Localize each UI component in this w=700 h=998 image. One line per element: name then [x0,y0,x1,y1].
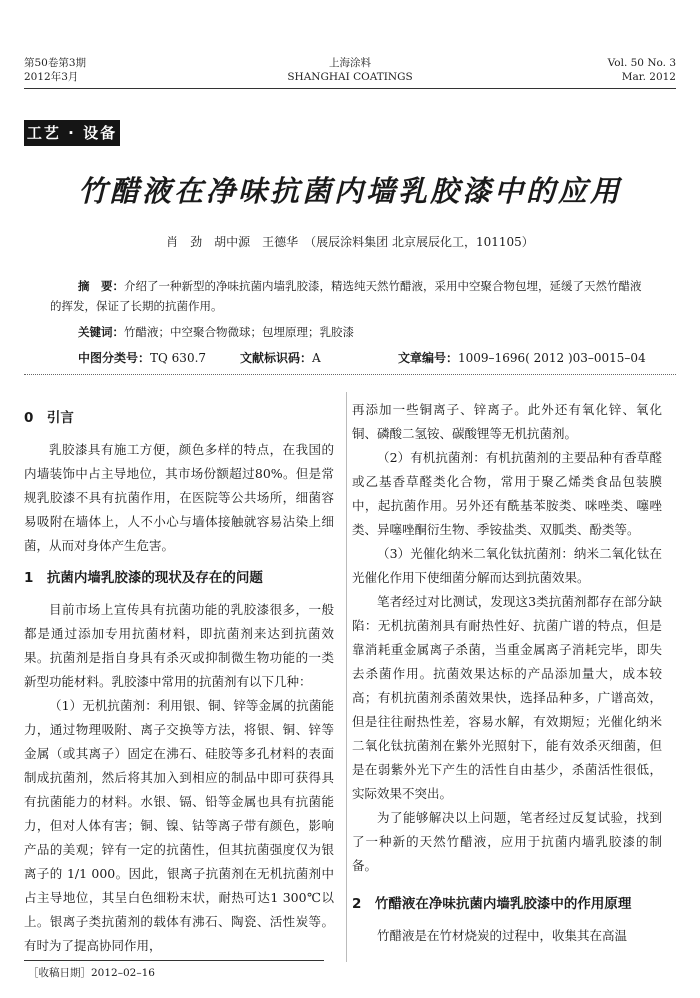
article-number-label: 文章编号： [398,351,459,365]
paragraph: （3）光催化纳米二氧化钛抗菌剂：纳米二氧化钛在光催化作用下使细菌分解而达到抗菌效果。 [352,546,662,585]
issue-date: 2012年3月 [24,71,79,83]
header-rule [24,88,676,89]
doc-code-value: A [312,351,321,365]
abstract-divider [24,374,676,375]
authors-affiliation: 肖 劲 胡中源 王德华 （展辰涂料集团 北京展辰化工，101105） [166,235,534,249]
article-number [398,350,646,366]
header-right [476,56,676,84]
journal-name-en: SHANGHAI COATINGS [287,71,413,83]
volume-issue-en: Vol. 50 No. 3 [607,57,676,69]
column-divider [346,392,347,962]
paragraph: （1）无机抗菌剂：利用银、铜、锌等金属的抗菌能力，通过物理吸附、离子交换等方法，将银、铜、锌等金属（或其离子）固定在沸石、硅胶等多孔材料的表面制成抗菌剂，然后将其加入到相应的制品中即可获得具有抗菌能力的材料。水银、镉、铅等金属也具有抗菌能力，但对人体有害；铜、镍、钴等离子带有颜色，影响产品的美观；锌有一定的抗菌性，但其抗菌强度仅为银离子的 1/1 000。因此，银离子抗菌剂在无机抗菌剂中占主导地位，其呈白色细粉末状，耐热可达1 300℃以上。银离子类抗菌剂的载体有沸石、陶瓷、活性炭等。有时为了提高协同作用， [24,698,334,953]
doc-code [240,350,321,366]
paragraph: 为了能够解决以上问题，笔者经过反复试验，找到了一种新的天然竹醋液，应用于抗菌内墙乳胶漆的制备。 [352,810,662,873]
clc-number [78,350,206,366]
issue-date-en: Mar. 2012 [621,71,676,83]
keywords-label: 关键词： [78,325,124,339]
header-journal [200,56,500,84]
journal-name-cn: 上海涂料 [329,57,371,69]
paragraph: （2）有机抗菌剂：有机抗菌剂的主要品种有香草醛或乙基香草醛类化合物，常用于聚乙烯类食品包装膜中，起抗菌作用。另外还有酰基苯胺类、咪唑类、噻唑类、异噻唑酮衍生物、季铵盐类、双胍类、酚类等。 [352,450,662,537]
article-title: 竹醋液在净味抗菌内墙乳胶漆中的应用 [77,174,622,208]
heading-section-2: 2 竹醋液在净味抗菌内墙乳胶漆中的作用原理 [352,896,632,912]
header-left [24,56,86,84]
footnote-rule [24,960,324,961]
heading-intro: 0 引言 [24,410,74,426]
paragraph: 竹醋液是在竹材烧炭的过程中，收集其在高温 [377,928,628,943]
doc-code-label: 文献标识码： [240,351,313,365]
left-column [24,398,334,958]
volume-issue: 第50卷第3期 [24,57,87,69]
right-column [352,398,662,948]
clc-value: TQ 630.7 [150,351,207,365]
clc-label: 中图分类号： [78,351,151,365]
abstract-label: 摘 要： [78,279,124,293]
paragraph: 笔者经过对比测试，发现这3类抗菌剂都存在部分缺陷：无机抗菌剂具有耐热性好、抗菌广谱的特点，但是靠消耗重金属离子杀菌，当重金属离子消耗完毕，即失去杀菌作用。抗菌效果达标的产品添加量大，成本较高；有机抗菌剂杀菌效果快，选择品种多，广谱高效，但是往往耐热性差，容易水解，有效期短；光催化纳米二氧化钛抗菌剂在紫外光照射下，能有效杀灭细菌，但是在弱紫外光下产生的活性自由基少，杀菌活性很低，实际效果不突出。 [352,594,662,801]
section-tag: 工艺 · 设备 [24,120,120,146]
abstract [50,276,650,316]
paragraph: 目前市场上宣传具有抗菌功能的乳胶漆很多，一般都是通过添加专用抗菌材料，即抗菌剂来达到抗菌效果。抗菌剂是指自身具有杀灭或抑制微生物功能的一类新型功能材料。乳胶漆中常用的抗菌剂有以下几种： [24,602,334,689]
keywords [78,322,658,342]
paragraph: 乳胶漆具有施工方便，颜色多样的特点，在我国的内墙装饰中占主导地位，其市场份额超过80%。但是常规乳胶漆不具有抗菌作用，在医院等公共场所，细菌容易吸附在墙体上，人不小心与墙体接触就容易沾染上细菌，从而对身体产生危害。 [24,442,334,553]
paragraph: 再添加一些铜离子、锌离子。此外还有氧化锌、氧化铜、磷酸二氢铵、碳酸锂等无机抗菌剂。 [352,402,662,441]
article-number-value: 1009–1696( 2012 )03–0015–04 [458,351,646,365]
heading-section-1: 1 抗菌内墙乳胶漆的现状及存在的问题 [24,570,263,586]
received-date: ［收稿日期］2012–02–16 [28,967,155,979]
keywords-text: 竹醋液；中空聚合物微球；包埋原理；乳胶漆 [124,325,354,339]
abstract-text: 介绍了一种新型的净味抗菌内墙乳胶漆，精选纯天然竹醋液，采用中空聚合物包埋，延缓了天然竹醋液的挥发，保证了长期的抗菌作用。 [50,279,642,313]
